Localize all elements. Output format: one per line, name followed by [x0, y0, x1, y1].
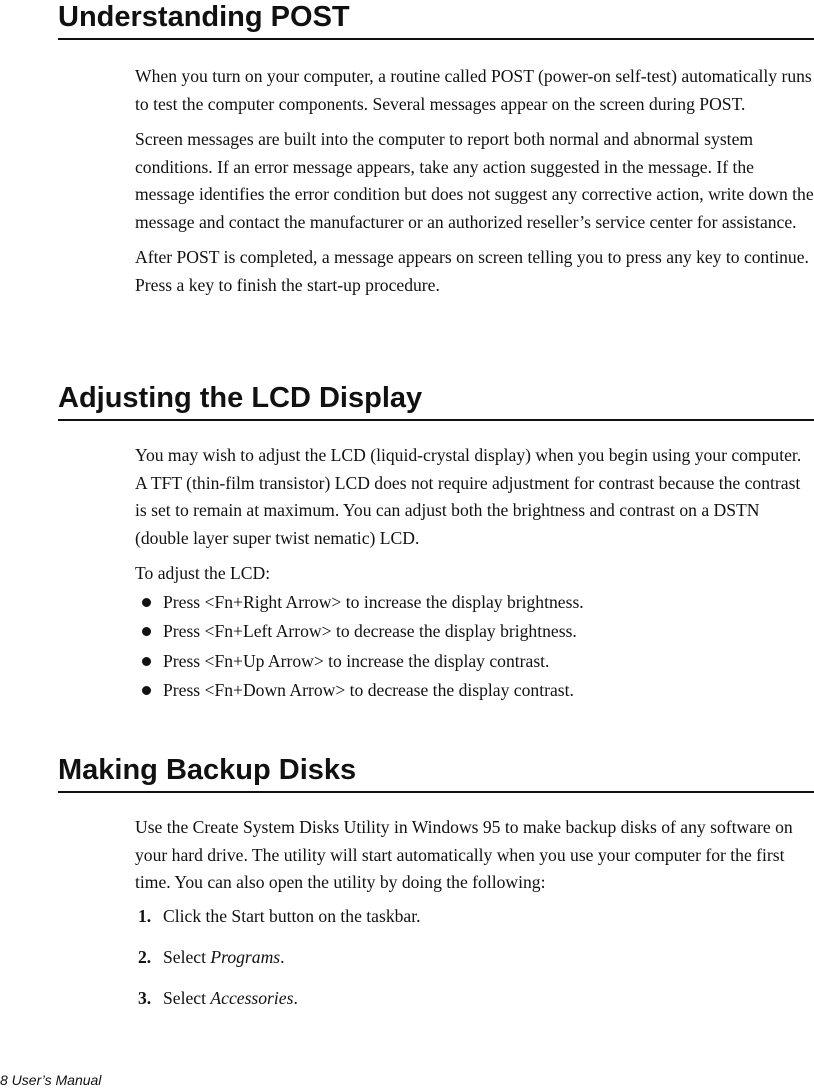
bullet-icon — [142, 657, 151, 666]
step-number: 2. — [138, 946, 152, 967]
step-suffix: . — [293, 987, 298, 1008]
list-item — [135, 944, 814, 985]
list-item — [135, 618, 814, 648]
bullet-icon — [142, 686, 151, 695]
bullet-icon — [142, 598, 151, 607]
section-heading: Making Backup Disks — [58, 754, 357, 786]
list-item — [135, 903, 814, 944]
bullet-list — [135, 589, 814, 707]
list-item-text: Press <Fn+Down Arrow> to decrease the display contrast. — [163, 680, 574, 700]
heading-rule — [58, 419, 814, 421]
section-understanding-post — [58, 0, 814, 307]
paragraph: Use the Create System Disks Utility in Windows 95 to make backup disks of any software on your hard drive. The utility will start automatically when you use your computer for the first time. You can also open the utility by doing the following: — [135, 817, 793, 892]
step-number: 3. — [138, 987, 152, 1008]
paragraph: To adjust the LCD: — [135, 563, 271, 583]
list-item — [135, 985, 814, 1026]
step-suffix: . — [280, 946, 285, 967]
heading-rule — [58, 791, 814, 793]
paragraph: After POST is completed, a message appears on screen telling you to press any key to continue. Press a key to finish the start-up procedure. — [135, 247, 809, 295]
list-item — [135, 677, 814, 707]
step-text: Select — [163, 946, 211, 967]
numbered-list — [135, 903, 814, 1026]
list-item — [135, 589, 814, 619]
section-body — [135, 814, 814, 1026]
paragraph: Screen messages are built into the computer to report both normal and abnormal system conditions. If an error message appears, take any action suggested in the message. If the message identifies the error condition but does not suggest any corrective action, write down the message and contact the manufacturer or an authorized reseller’s service center for assistance. — [135, 129, 814, 232]
step-text: Click the Start button on the taskbar. — [163, 905, 421, 926]
section-adjusting-lcd — [58, 381, 814, 707]
bullet-icon — [142, 627, 151, 636]
section-body — [135, 63, 814, 299]
section-making-backup-disks — [58, 753, 814, 1026]
list-item — [135, 648, 814, 678]
paragraph: You may wish to adjust the LCD (liquid-crystal display) when you begin using your computer. A TFT (thin-film transistor) LCD does not require adjustment for contrast because the contrast is set to remain at maximum. You can adjust both the brightness and contrast on a DSTN (double layer super twist nematic) LCD. — [135, 445, 802, 548]
list-item-text: Press <Fn+Left Arrow> to decrease the display brightness. — [163, 621, 577, 641]
section-body — [135, 442, 814, 707]
heading-rule — [58, 38, 814, 40]
paragraph: When you turn on your computer, a routine called POST (power-on self-test) automatically runs to test the computer components. Several messages appear on the screen during POST. — [135, 66, 812, 114]
page-footer: 8 User’s Manual — [0, 1072, 102, 1088]
step-emphasis: Accessories — [210, 987, 294, 1008]
step-emphasis: Programs — [210, 946, 281, 967]
step-number: 1. — [138, 905, 152, 926]
step-text: Select — [163, 987, 211, 1008]
section-heading: Understanding POST — [58, 1, 350, 33]
section-heading: Adjusting the LCD Display — [58, 382, 423, 414]
list-item-text: Press <Fn+Up Arrow> to increase the display contrast. — [163, 650, 550, 671]
list-item-text: Press <Fn+Right Arrow> to increase the display brightness. — [163, 591, 584, 612]
